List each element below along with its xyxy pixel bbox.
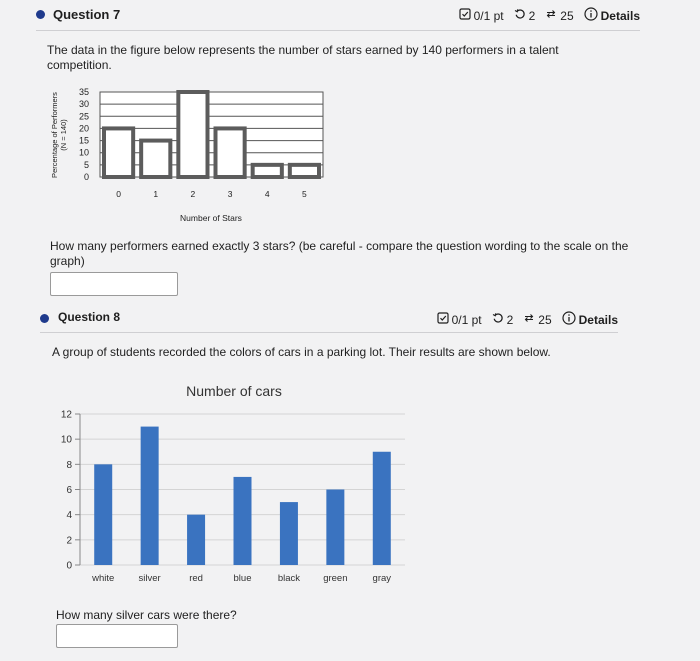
y-tick-label: 12 xyxy=(60,409,72,421)
answer-input[interactable] xyxy=(56,624,178,648)
divider xyxy=(36,30,640,31)
y-tick-label: 4 xyxy=(66,510,72,522)
bars xyxy=(94,427,391,565)
question-prompt: A group of students recorded the colors of cars in a parking lot. Their results are shown below. xyxy=(52,345,551,359)
question-meta xyxy=(437,311,618,328)
divider xyxy=(40,332,618,333)
y-axis-label-line: Percentage of Performers xyxy=(50,92,59,178)
y-tick-label: 15 xyxy=(78,135,89,146)
question-bullet xyxy=(40,314,49,323)
x-axis-label: Number of Stars xyxy=(180,213,242,223)
checkbox-icon xyxy=(437,312,449,327)
y-tick-label: 8 xyxy=(66,459,72,471)
y-tick-label: 5 xyxy=(83,159,89,170)
info-icon[interactable] xyxy=(562,311,576,328)
x-tick-label: silver xyxy=(138,573,161,584)
chart-title: Number of cars xyxy=(186,383,282,399)
answer-input[interactable] xyxy=(50,272,178,296)
checkbox-icon xyxy=(459,8,471,23)
retries-count: 2 xyxy=(528,8,536,23)
question-bullet xyxy=(36,10,45,19)
x-tick-label: 4 xyxy=(264,189,270,199)
x-tick-label: blue xyxy=(233,573,252,584)
bar xyxy=(216,128,245,177)
y-axis-label-line: (N = 140) xyxy=(59,119,68,151)
x-tick-label: 0 xyxy=(116,189,121,199)
bar xyxy=(326,490,344,566)
retries-count: 2 xyxy=(506,312,514,327)
y-tick-label: 10 xyxy=(60,434,72,446)
y-axis-label-group xyxy=(50,92,68,178)
question-prompt: The data in the figure below represents the number of stars earned by 140 performers in a talent competition. xyxy=(47,43,559,72)
bar xyxy=(290,165,319,177)
bar xyxy=(234,477,252,565)
x-tick-label: white xyxy=(92,573,115,584)
details-link[interactable]: Details xyxy=(578,312,618,327)
x-tick-label: 1 xyxy=(153,189,159,199)
x-tick-labels xyxy=(91,573,391,584)
y-tick-labels xyxy=(61,410,73,572)
x-tick-labels xyxy=(116,189,307,199)
question-text: How many performers earned exactly 3 stars? (be careful - compare the question wording to the scale on the graph) xyxy=(50,239,629,268)
question-title: Question 8 xyxy=(58,310,121,324)
y-tick-label: 20 xyxy=(78,123,89,134)
bar xyxy=(280,502,298,565)
x-tick-label: 2 xyxy=(190,189,196,199)
question-text: How many silver cars were there? xyxy=(56,608,237,622)
bar xyxy=(141,141,170,177)
info-icon[interactable] xyxy=(584,7,598,24)
bar xyxy=(187,515,205,565)
retry-icon xyxy=(492,312,504,327)
question-meta xyxy=(459,7,640,24)
y-tick-labels xyxy=(79,87,89,182)
y-tick-label: 30 xyxy=(78,99,89,110)
details-link[interactable]: Details xyxy=(600,8,640,23)
y-tick-label: 10 xyxy=(78,147,89,158)
x-tick-label: red xyxy=(189,573,203,584)
question-title: Question 7 xyxy=(53,7,121,22)
cars-chart xyxy=(40,375,440,590)
attempts-count: 25 xyxy=(560,8,574,23)
y-tick-label: 0 xyxy=(83,172,89,182)
retry-icon xyxy=(514,8,526,23)
attempts-icon xyxy=(545,8,557,23)
x-tick-label: black xyxy=(277,573,301,584)
stars-chart xyxy=(40,82,340,232)
bar xyxy=(253,165,282,177)
x-tick-label: 3 xyxy=(227,189,233,199)
attempts-count: 25 xyxy=(538,312,552,327)
y-axis-label xyxy=(50,92,68,178)
bar xyxy=(104,128,133,177)
bar xyxy=(141,427,159,565)
x-tick-label: green xyxy=(323,573,348,584)
points-text: 0/1 pt xyxy=(451,312,482,327)
y-tick-label: 35 xyxy=(78,87,89,97)
y-tick-label: 6 xyxy=(66,485,72,496)
bar xyxy=(94,464,112,565)
y-tick-label: 0 xyxy=(66,560,72,572)
x-tick-label: 5 xyxy=(302,189,307,199)
x-tick-label: gray xyxy=(372,573,392,584)
y-tick-label: 2 xyxy=(66,535,72,547)
bar xyxy=(373,452,391,565)
y-tick-label: 25 xyxy=(78,111,89,122)
bar xyxy=(178,92,207,177)
attempts-icon xyxy=(523,312,535,327)
points-text: 0/1 pt xyxy=(473,8,504,23)
